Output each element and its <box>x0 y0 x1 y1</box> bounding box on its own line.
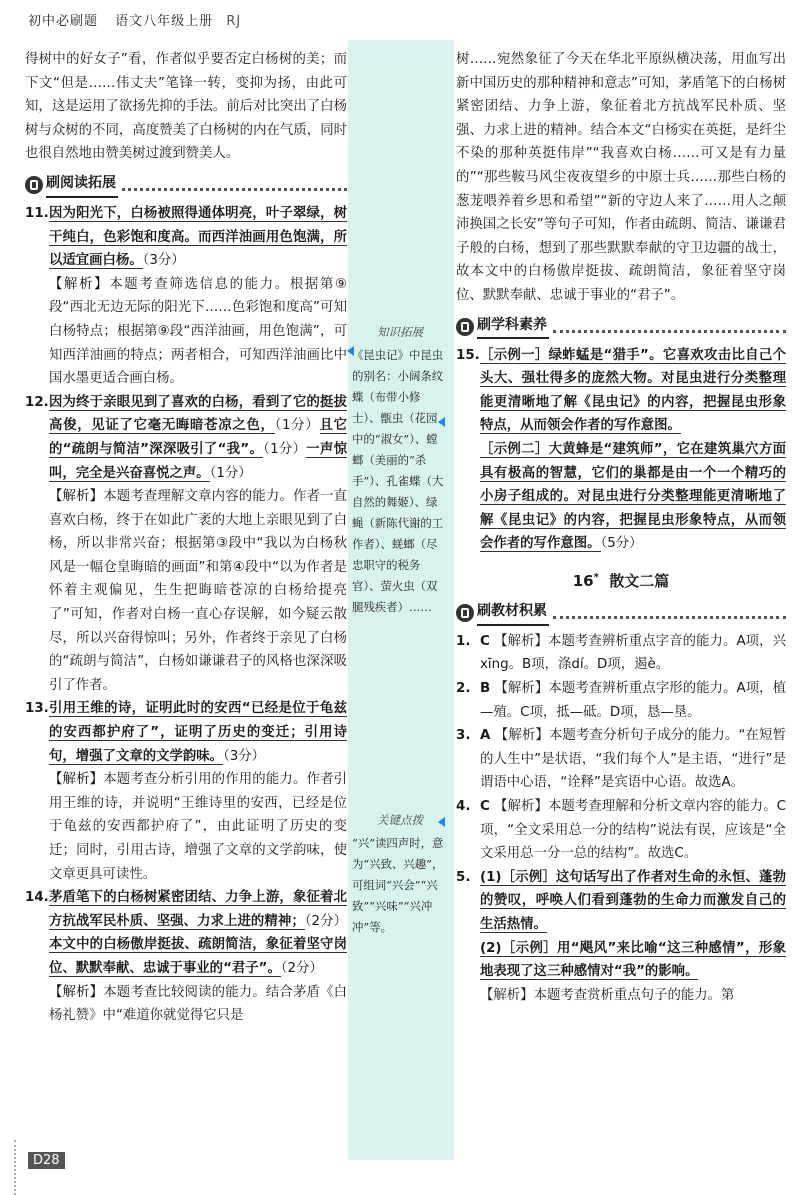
section-textbook-label: 刷教材积累 <box>477 600 549 626</box>
question-number: 14. <box>25 890 49 906</box>
answer-text: 绿蚱蜢是“猎手”。它喜欢攻击比自己个头大、强壮得多的庞然大物。对昆虫进行分类整理能更清晰地了解《昆虫记》的内容，把握昆虫形象特点，从而领会作者的写作意图。 <box>480 347 786 434</box>
choice-answer: B <box>480 681 491 697</box>
lesson-title <box>456 562 786 594</box>
answer-text: 且它的“疏朗与简洁”深深吸引了“我”。 <box>49 418 347 457</box>
section-reading-label: 刷阅读拓展 <box>46 172 118 198</box>
question-15 <box>456 344 786 556</box>
pointer-icon <box>438 417 445 427</box>
section-literacy <box>456 312 786 342</box>
section-textbook <box>456 598 786 628</box>
question-number: 5. <box>456 869 471 885</box>
analysis-tag: 【解析】 <box>49 489 104 505</box>
score: （2分） <box>304 913 347 929</box>
section-reading <box>25 170 347 200</box>
question-5 <box>456 866 786 1008</box>
page-header <box>28 10 253 29</box>
analysis-tag: 【解析】 <box>494 799 548 815</box>
answer-text: 本文中的白杨傲岸挺拔、疏朗简洁，象征着坚守岗位、默默奉献、忠诚于事业的“君子”。 <box>49 937 347 976</box>
book-icon <box>456 318 474 336</box>
lesson-number: 16 <box>572 571 594 590</box>
question-number: 4. <box>456 799 471 815</box>
question-number: 15. <box>456 347 480 363</box>
question-14 <box>25 886 347 1028</box>
lesson-name: 散文二篇 <box>609 571 670 590</box>
analysis-text: 本题考查辨析重点字音的能力。A项，兴xīng。B项，涤dí。D项，遏è。 <box>480 633 786 673</box>
analysis-tag: 【解析】 <box>49 984 104 1000</box>
analysis-text: 本题考查筛选信息的能力。根据第⑨段“西北无边无际的阳光下……色彩饱和度高”可知白杨特点；根据第⑨段“西洋油画，用色饱满”，可知西洋油画的特点；两者相合，可知西洋油画比中国水墨更适合画白杨。 <box>49 276 347 387</box>
analysis-tag: 【解析】 <box>494 728 549 744</box>
analysis-tag: 【解析】 <box>480 987 534 1003</box>
answer-text: 大黄蜂是“建筑师”，它在建筑巢穴方面具有极高的智慧，它们的巢都是由一个一个精巧的小房子组成的。对昆虫进行分类整理能更清晰地了解《昆虫记》的内容，把握昆虫形象特点，从而领会作者的写作意图。 <box>480 441 786 552</box>
question-number: 12. <box>25 394 49 410</box>
note-keypoint <box>352 810 448 938</box>
lesson-mark: * <box>593 571 599 583</box>
answer-text: 茅盾笔下的白杨树紧密团结、力争上游，象征着北方抗战军民朴质、坚强、力求上进的精神； <box>49 890 347 929</box>
question-4 <box>456 795 786 866</box>
score: （1分） <box>274 418 320 434</box>
score: （5分） <box>600 536 643 552</box>
question-12 <box>25 391 347 698</box>
intro-paragraph: 得树中的好女子”看，作者似乎要否定白杨树的美；而下文“但是……伟丈夫”笔锋一转，变抑为扬，由此可知，这是运用了欲扬先抑的手法。前后对比突出了白杨树与众树的不同，高度赞美了白杨树的内在气质，同时也很自然地由赞美树过渡到赞美人。 <box>25 52 347 162</box>
edition-label: RJ <box>226 14 242 29</box>
analysis-text: 本题考查辨析重点字形的能力。A项，植—殖。C项，抵—砥。D项，恳—垦。 <box>480 681 786 720</box>
example-tag: (2)［示例］ <box>480 940 557 956</box>
question-1 <box>456 630 786 677</box>
analysis-text: 本题考查比较阅读的能力。结合茅盾《白杨礼赞》中“难道你就觉得它只是 <box>49 984 348 1024</box>
note-knowledge-title: 知识拓展 <box>377 325 423 339</box>
pointer-icon <box>438 817 445 827</box>
analysis-text: 本题考查理解文章内容的能力。作者一直喜欢白杨，终于在如此广袤的大地上亲眼见到了白杨，所以非常兴奋；根据第③段中“我以为白杨秋风是一幅仓皇晦暗的画面”和第④段中“以为作者是怀着主观偏见，生生把晦暗苍凉的白杨给提亮了”可知，作者对白杨一直心存误解，如今疑云散尽，所以兴奋得惊叫；另外，作者终于亲见了白杨的“疏朗与简洁”，白杨如谦谦君子的风格也深深吸引了作者。 <box>49 489 348 693</box>
answer-text: 因为终于亲眼见到了喜欢的白杨，看到了它的挺拔高俊，见证了它毫无晦暗苍凉之色， <box>49 394 347 434</box>
note-keypoint-text: “兴”读四声时，意为“兴致、兴趣”，可组词“兴会”“兴致”“兴味”“兴冲冲”等。 <box>352 836 444 934</box>
analysis-text: 本题考查理解和分析文章内容的能力。C项，“全文采用总一分的结构”说法有误，应该是“全文采用总一分一总的结构”。故选C。 <box>480 799 786 862</box>
score: （2分） <box>280 960 323 976</box>
answer-text: 一声惊叫，完全是兴奋喜悦之声。 <box>49 441 348 481</box>
analysis-tag: 【解析】 <box>49 276 110 292</box>
note-knowledge <box>352 322 448 618</box>
page-number: D28 <box>28 1152 65 1169</box>
question-2 <box>456 677 786 724</box>
note-keypoint-title: 关键点拨 <box>377 813 423 827</box>
answer-text: 用“飓风”来比喻“这三种感情”，形象地表现了这三种感情对“我”的影响。 <box>480 940 786 980</box>
analysis-text: 本题考查赏析重点句子的能力。第 <box>533 987 735 1003</box>
score: （1分） <box>263 441 307 457</box>
analysis-tag: 【解析】 <box>494 681 549 697</box>
series-title: 初中必刷题 <box>28 14 99 29</box>
note-knowledge-text: 《昆虫记》中昆虫的别名：小阔条纹蝶（布带小修士）、甑虫（花园中的“淑女”）、螳螂（美丽的“杀手”）、孔雀蝶（大自然的舞姬）、绿蝇（新陈代谢的工作者）、蜣螂（尽忠职守的税务官）、萤火虫（双腿残疾者）…… <box>352 348 444 614</box>
book-icon <box>25 176 43 194</box>
example-tag: ［示例一］ <box>480 347 549 363</box>
choice-answer: C <box>480 633 490 649</box>
left-column <box>25 48 347 1028</box>
question-11 <box>25 202 347 391</box>
score: （3分） <box>142 253 185 269</box>
analysis-text: 本题考查分析句子成分的能力。“在短暂的人生中”是状语，“我们每个人”是主语，“进行”是谓语中心语，“诠释”是宾语中心语。故选A。 <box>480 728 787 791</box>
example-tag: (1)［示例］ <box>480 869 556 885</box>
continued-analysis: 树……宛然象征了今天在华北平原纵横决荡，用血写出新中国历史的那种精神和意志”可知，茅盾笔下的白杨树紧密团结、力争上游，象征着北方抗战军民朴质、坚强、力求上进的精神。结合本文“白杨实在英挺，是纤尘不染的那种英挺伟岸”“我喜欢白杨……可又是有力量的”“那些鞍马风尘夜夜望乡的中原士兵……那些白杨的葱茏喂养着乡思和希望”“新的守边人来了……用人之颠沛换国之长安”等句子可知，作者由疏朗、简洁、谦谦君子般的白杨，想到了那些默默奉献的守卫边疆的战士，故本文中的白杨傲岸挺拔、疏朗简洁，象征着坚守岗位、默默奉献、忠诚于事业的“君子”。 <box>456 52 786 303</box>
section-literacy-label: 刷学科素养 <box>477 314 549 340</box>
question-13 <box>25 697 347 886</box>
question-3 <box>456 724 786 795</box>
answer-text: 引用王维的诗，证明此时的安西“已经是位于龟兹的安西都护府了”，证明了历史的变迁；引用诗句，增强了文章的文学韵味。 <box>49 701 347 764</box>
question-number: 13. <box>25 701 49 717</box>
answer-text: 因为阳光下，白杨被照得通体明亮，叶子翠绿，树干纯白，色彩饱和度高。而西洋油画用色饱满，所以适宜画白杨。 <box>49 205 347 269</box>
analysis-tag: 【解析】 <box>49 772 104 788</box>
answer-text: 这句话写出了作者对生命的永恒、蓬勃的赞叹，呼唤人们看到蓬勃的生命力而激发自己的生活热情。 <box>480 869 786 932</box>
choice-answer: C <box>480 799 490 815</box>
score: （1分） <box>209 465 252 481</box>
example-tag: ［示例二］ <box>480 441 549 457</box>
choice-answer: A <box>480 728 491 744</box>
question-number: 2. <box>456 681 471 697</box>
analysis-tag: 【解析】 <box>494 633 548 649</box>
question-number: 1. <box>456 633 471 649</box>
question-number: 3. <box>456 728 471 744</box>
pointer-icon <box>347 346 354 356</box>
book-icon <box>456 604 474 622</box>
right-column <box>456 48 786 1007</box>
score: （3分） <box>223 748 266 764</box>
cut-line <box>14 1140 17 1195</box>
book-title: 语文八年级上册 <box>115 14 214 29</box>
analysis-text: 本题考查分析引用的作用的能力。作者引用王维的诗，并说明“王维诗里的安西，已经是位于龟兹的安西都护府了”，由此证明了历史的变迁；同时，引用古诗，增强了文章的文学韵味，使文章更具可读性。 <box>49 772 348 882</box>
question-number: 11. <box>25 205 49 221</box>
